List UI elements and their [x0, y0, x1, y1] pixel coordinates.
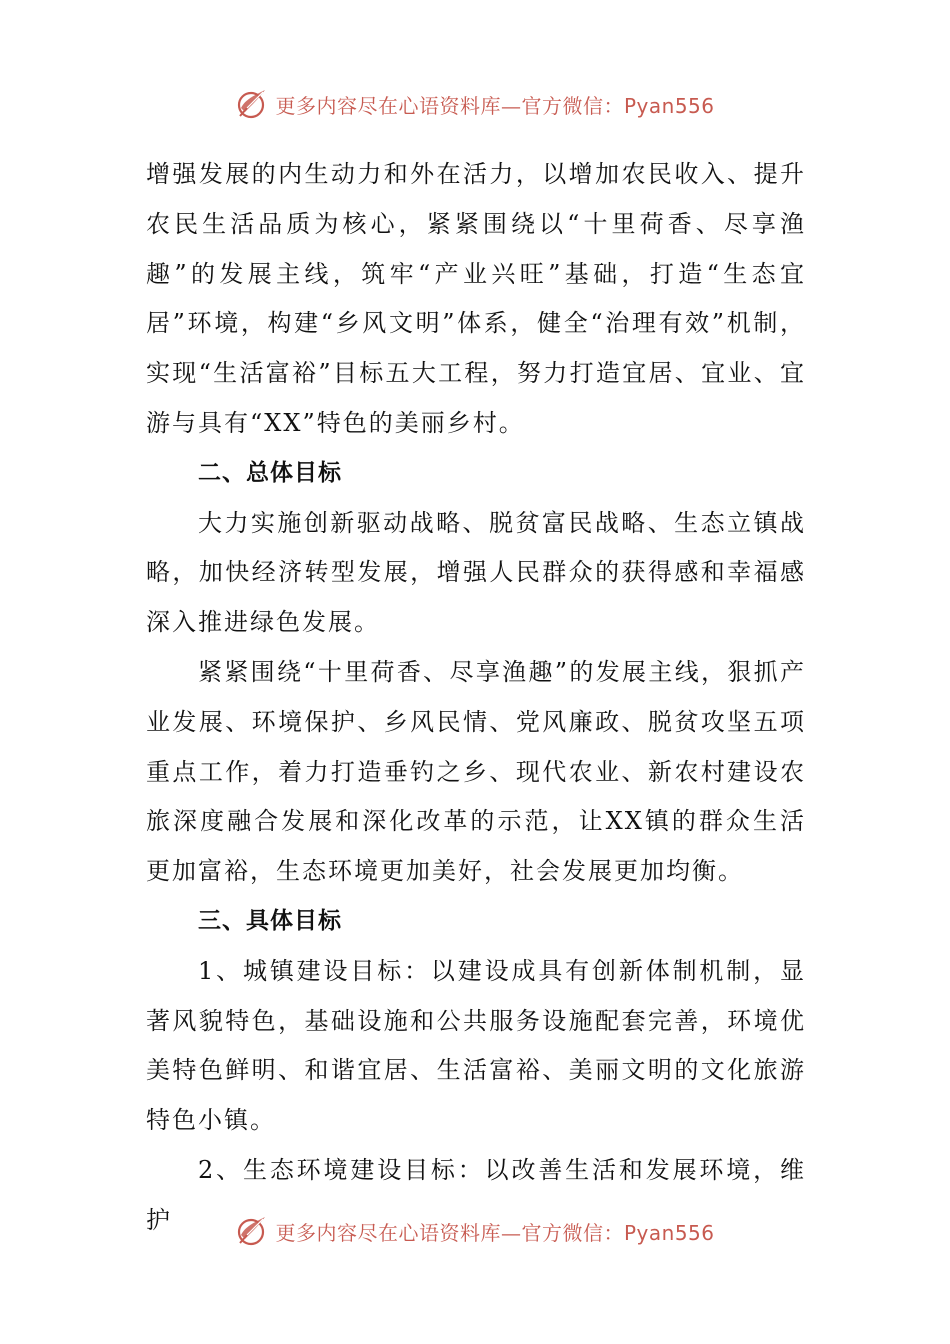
document-body	[146, 150, 806, 1246]
quill-logo-icon	[235, 86, 271, 122]
section-heading-overall-goals: 二、总体目标	[198, 459, 342, 486]
header-watermark-text: 更多内容尽在心语资料库—官方微信：Pyan556	[275, 93, 715, 118]
quill-logo-icon	[235, 1213, 271, 1249]
paragraph-overall-goals-2: 紧紧围绕“十里荷香、尽享渔趣”的发展主线，狠抓产业发展、环境保护、乡风民情、党风廉政、脱贫攻坚五项重点工作，着力打造垂钓之乡、现代农业、新农村建设农旅深度融合发展和深化改革的示范，让XX镇的群众生活更加富裕，生态环境更加美好，社会发展更加均衡。	[146, 657, 806, 886]
footer-watermark-text: 更多内容尽在心语资料库—官方微信：Pyan556	[275, 1220, 715, 1245]
header-wechat-id: Pyan556	[623, 93, 715, 118]
footer-watermark-banner	[0, 1211, 950, 1251]
paragraph-town-construction-goal: 1、城镇建设目标：以建设成具有创新体制机制，显著风貌特色，基础设施和公共服务设施配套完善，环境优美特色鲜明、和谐宜居、生活富裕、美丽文明的文化旅游特色小镇。	[146, 956, 806, 1135]
section-heading-specific-goals: 三、具体目标	[198, 907, 342, 934]
paragraph-continued: 增强发展的内生动力和外在活力，以增加农民收入、提升农民生活品质为核心，紧紧围绕以“十里荷香、尽享渔趣”的发展主线，筑牢“产业兴旺”基础，打造“生态宜居”环境，构建“乡风文明”体系，健全“治理有效”机制，实现“生活富裕”目标五大工程，努力打造宜居、宜业、宜游与具有“XX”特色的美丽乡村。	[146, 160, 806, 437]
paragraph-overall-goals-1: 大力实施创新驱动战略、脱贫富民战略、生态立镇战略，加快经济转型发展，增强人民群众的获得感和幸福感深入推进绿色发展。	[146, 508, 806, 637]
paragraph-ecology-goal: 2、生态环境建设目标：以改善生活和发展环境，维护	[146, 1155, 806, 1234]
footer-wechat-id: Pyan556	[623, 1220, 715, 1245]
header-watermark-banner	[0, 84, 950, 124]
